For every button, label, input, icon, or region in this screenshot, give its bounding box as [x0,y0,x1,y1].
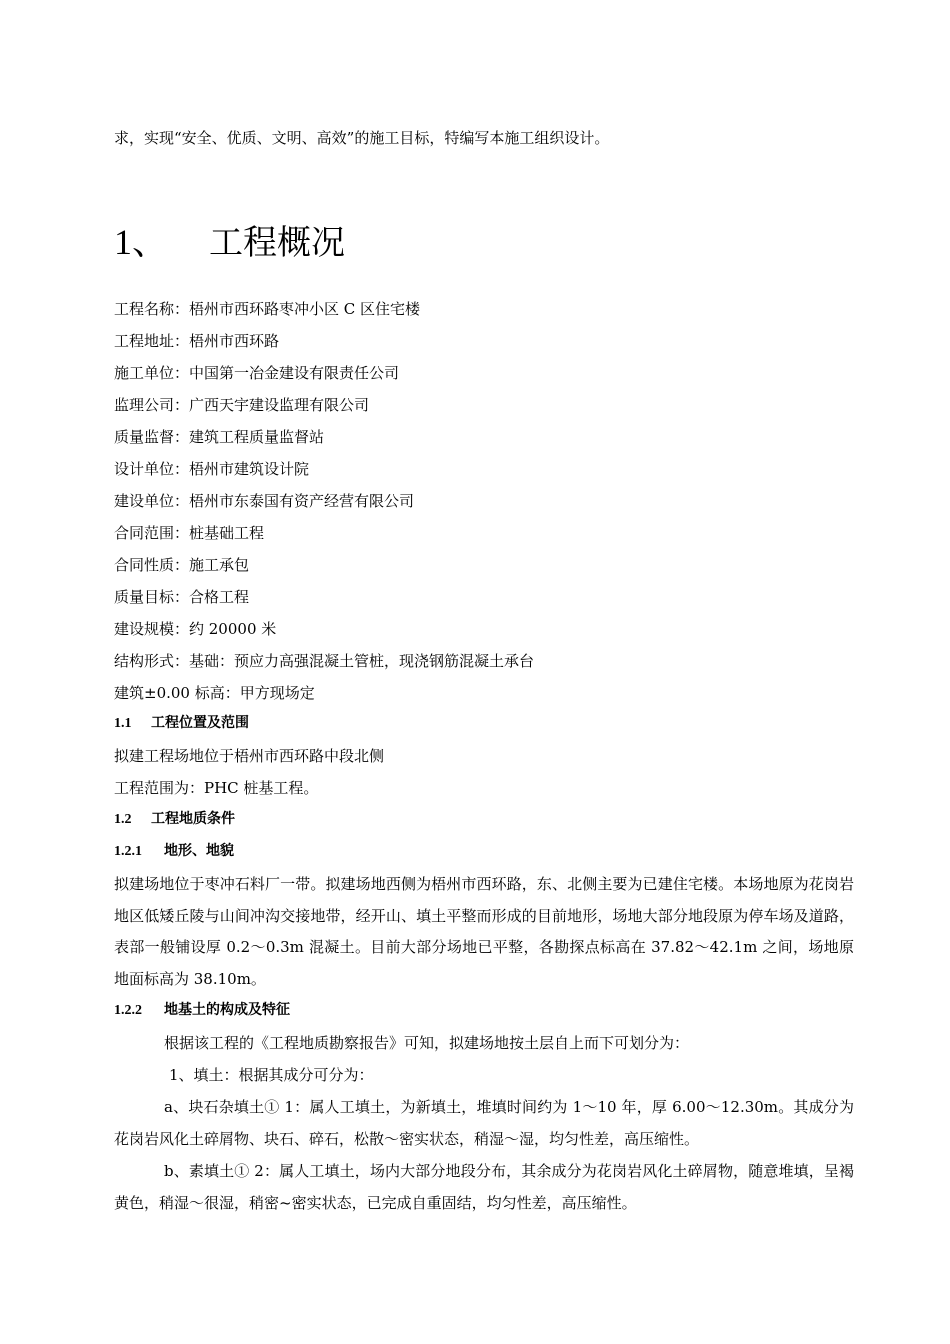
soil-paragraph-a: a、块石杂填土① 1：属人工填土，为新填土，堆填时间约为 1～10 年，厚 6.00～12.30m。其成分为花岗岩风化土碎屑物、块石、碎石，松散～密实状态，稍湿～湿，均匀性差，高压缩性。 [114,1098,854,1148]
section-title: 工程概况 [209,223,345,263]
overview-line: 合同范围：桩基础工程 [114,524,265,542]
overview-line: 建筑±0.00 标高：甲方现场定 [114,684,315,702]
subsubsection-number: 1.2.2 [114,1003,142,1018]
subsubsection-heading [114,842,854,862]
overview-line: 质量目标：合格工程 [114,588,250,606]
subsubsection-heading [114,1001,854,1021]
soil-paragraph-b: b、素填土① 2：属人工填土，场内大部分地段分布，其余成分为花岗岩风化土碎屑物，随意堆填，呈褐黄色，稍湿～很湿，稍密~密实状态，已完成自重固结，均匀性差，高压缩性。 [114,1162,854,1212]
overview-line: 工程地址：梧州市西环路 [114,332,280,350]
section-heading [114,220,854,265]
body-line: 拟建工程场地位于梧州市西环路中段北侧 [114,747,385,765]
subsubsection-title: 地形、地貌 [164,844,234,859]
body-line: 工程范围为：PHC 桩基工程。 [114,779,319,797]
fill-soil-heading: 1、填土：根据其成分可分为： [169,1066,374,1084]
subsection-title: 工程地质条件 [151,812,235,827]
soil-intro-paragraph: 根据该工程的《工程地质勘察报告》可知，拟建场地按土层自上而下可划分为： [164,1034,690,1052]
subsection-heading [114,714,854,734]
subsection-heading [114,810,854,830]
overview-line: 工程名称：梧州市西环路枣冲小区 C 区住宅楼 [114,300,421,318]
overview-line: 建设单位：梧州市东泰国有资产经营有限公司 [114,492,415,510]
overview-line: 监理公司：广西天宇建设监理有限公司 [114,396,370,414]
overview-line: 建设规模：约 20000 米 [114,620,277,638]
subsubsection-title: 地基土的构成及特征 [164,1003,290,1018]
subsection-title: 工程位置及范围 [151,716,249,731]
subsection-number: 1.2 [114,812,132,827]
overview-line: 结构形式：基础：预应力高强混凝土管桩，现浇钢筋混凝土承台 [114,652,535,670]
overview-line: 施工单位：中国第一冶金建设有限责任公司 [114,364,400,382]
overview-line: 设计单位：梧州市建筑设计院 [114,460,310,478]
overview-line: 质量监督：建筑工程质量监督站 [114,428,325,446]
intro-line: 求，实现“安全、优质、文明、高效”的施工目标，特编写本施工组织设计。 [114,129,610,147]
subsection-number: 1.1 [114,716,132,731]
subsubsection-number: 1.2.1 [114,844,142,859]
section-number: 1、 [114,222,169,262]
terrain-paragraph: 拟建场地位于枣冲石料厂一带。拟建场地西侧为梧州市西环路，东、北侧主要为已建住宅楼。本场地原为花岗岩地区低矮丘陵与山间冲沟交接地带，经开山、填土平整而形成的目前地形，场地大部分地段原为停车场及道路，表部一般铺设厚 0.2～0.3m 混凝土。目前大部分场地已平整，各勘探点标高在 37.82～42.1m 之间，场地原地面标高为 38.10m。 [114,875,854,988]
overview-line: 合同性质：施工承包 [114,556,250,574]
